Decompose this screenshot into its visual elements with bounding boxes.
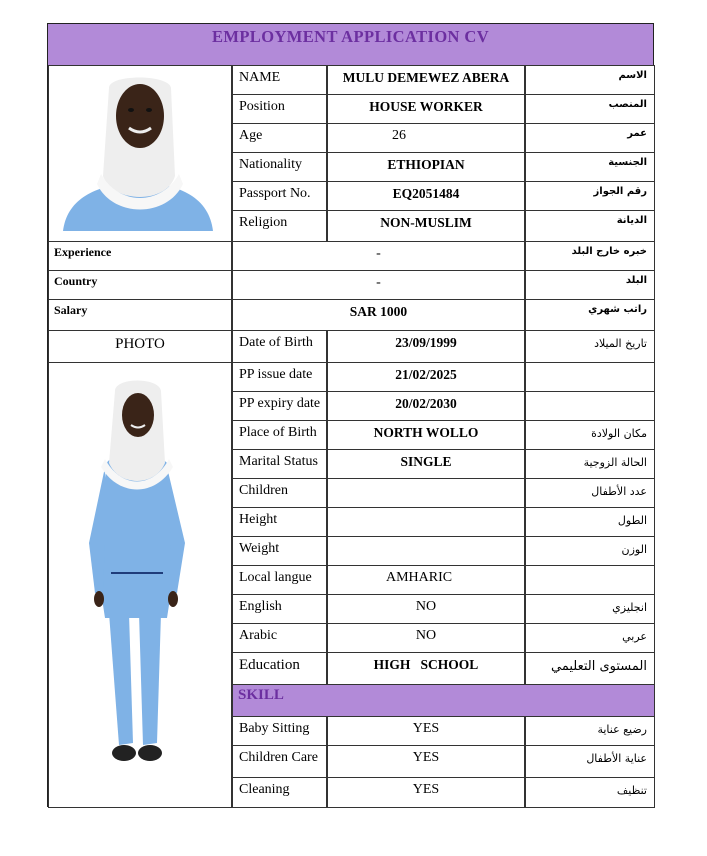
pp-issue-arabic (525, 362, 655, 392)
age-arabic: عمر (525, 123, 655, 153)
pp-expiry-label: PP expiry date (232, 391, 327, 421)
position-arabic: المنصب (525, 94, 655, 124)
weight-arabic: الوزن (525, 536, 655, 566)
skill-children-care-value: YES (327, 745, 525, 778)
marital-status-value: SINGLE (327, 449, 525, 479)
experience-arabic: خبره خارج البلد (525, 241, 655, 271)
salary-label: Salary (48, 299, 232, 331)
passport-arabic: رقم الجواز (525, 181, 655, 211)
full-body-photo (49, 363, 232, 808)
skill-cleaning-arabic: تنظيف (525, 777, 655, 808)
name-label: NAME (232, 65, 327, 95)
arabic-value: NO (327, 623, 525, 653)
weight-value (327, 536, 525, 566)
full-body-cell (48, 362, 232, 808)
height-arabic: الطول (525, 507, 655, 537)
english-arabic: انجليزي (525, 594, 655, 624)
age-value: 26 (327, 123, 525, 153)
skill-children-care-arabic: عناية الأطفال (525, 745, 655, 778)
position-label: Position (232, 94, 327, 124)
marital-status-arabic: الحالة الزوجية (525, 449, 655, 479)
pp-expiry-value: 20/02/2030 (327, 391, 525, 421)
religion-label: Religion (232, 210, 327, 242)
height-value (327, 507, 525, 537)
name-arabic: الاسم (525, 65, 655, 95)
pp-issue-label: PP issue date (232, 362, 327, 392)
country-label: Country (48, 270, 232, 300)
experience-value: - (232, 241, 525, 271)
skill-children-care-label: Children Care (232, 745, 327, 778)
skill-cleaning-value: YES (327, 777, 525, 808)
dob-label: Date of Birth (232, 330, 327, 363)
cv-document (47, 23, 654, 807)
local-language-arabic (525, 565, 655, 595)
education-label: Education (232, 652, 327, 685)
name-value: MULU DEMEWEZ ABERA (327, 65, 525, 95)
education-value: HIGH SCHOOL (327, 652, 525, 685)
local-language-label: Local langue (232, 565, 327, 595)
dob-arabic: تاريخ الميلاد (525, 330, 655, 363)
passport-label: Passport No. (232, 181, 327, 211)
children-value (327, 478, 525, 508)
age-label: Age (232, 123, 327, 153)
headshot-photo (49, 66, 232, 242)
country-arabic: البلد (525, 270, 655, 300)
passport-value: EQ2051484 (327, 181, 525, 211)
arabic-arabic: عربي (525, 623, 655, 653)
photo-label: PHOTO (48, 330, 232, 363)
nationality-label: Nationality (232, 152, 327, 182)
weight-label: Weight (232, 536, 327, 566)
experience-label: Experience (48, 241, 232, 271)
skill-cleaning-label: Cleaning (232, 777, 327, 808)
english-value: NO (327, 594, 525, 624)
country-value: - (232, 270, 525, 300)
pp-issue-value: 21/02/2025 (327, 362, 525, 392)
salary-arabic: راتب شهري (525, 299, 655, 331)
arabic-label: Arabic (232, 623, 327, 653)
height-label: Height (232, 507, 327, 537)
children-arabic: عدد الأطفال (525, 478, 655, 508)
position-value: HOUSE WORKER (327, 94, 525, 124)
skill-baby-sitting-arabic: رضيع عناية (525, 716, 655, 746)
english-label: English (232, 594, 327, 624)
children-label: Children (232, 478, 327, 508)
place-of-birth-value: NORTH WOLLO (327, 420, 525, 450)
religion-arabic: الديانة (525, 210, 655, 242)
religion-value: NON-MUSLIM (327, 210, 525, 242)
skill-baby-sitting-value: YES (327, 716, 525, 746)
nationality-value: ETHIOPIAN (327, 152, 525, 182)
place-of-birth-arabic: مكان الولادة (525, 420, 655, 450)
nationality-arabic: الجنسية (525, 152, 655, 182)
education-arabic: المستوى التعليمي (525, 652, 655, 685)
headshot-cell (48, 65, 232, 242)
pp-expiry-arabic (525, 391, 655, 421)
dob-value: 23/09/1999 (327, 330, 525, 363)
marital-status-label: Marital Status (232, 449, 327, 479)
skill-baby-sitting-label: Baby Sitting (232, 716, 327, 746)
local-language-value: AMHARIC (327, 565, 525, 595)
document-title: EMPLOYMENT APPLICATION CV (48, 24, 653, 66)
skill-header: SKILL (232, 684, 655, 717)
salary-value: SAR 1000 (232, 299, 525, 331)
place-of-birth-label: Place of Birth (232, 420, 327, 450)
